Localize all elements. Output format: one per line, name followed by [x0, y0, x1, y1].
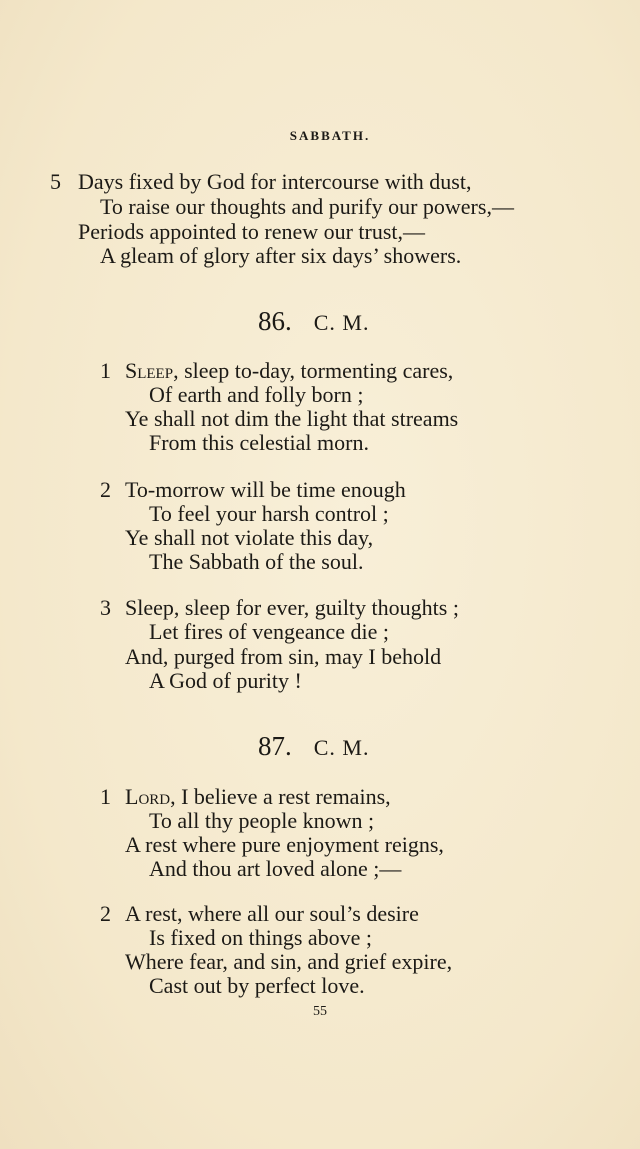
first-word: Lord,	[125, 784, 176, 809]
verse-line: A God of purity !	[149, 668, 302, 693]
verse-line	[125, 359, 453, 383]
stanza-number: 1	[100, 784, 111, 809]
verse-line: To-morrow will be time enough	[125, 477, 406, 502]
first-word: Sleep,	[125, 358, 179, 383]
stanza-number: 3	[100, 595, 111, 620]
verse-line: And thou art loved alone ;—	[149, 856, 402, 881]
first-line-rest: sleep to-day, tormenting cares,	[178, 358, 454, 383]
hymn-number: 87.	[258, 731, 292, 761]
verse-line: Is fixed on things above ;	[149, 925, 373, 950]
verse-line: And, purged from sin, may I behold	[125, 644, 442, 669]
verse-line: Sleep, sleep for ever, guilty thoughts ;	[125, 595, 459, 620]
verse-line: To raise our thoughts and purify our powers,—	[100, 194, 514, 219]
hymn-heading	[258, 306, 370, 338]
verse-line: Where fear, and sin, and grief expire,	[125, 949, 453, 974]
verse-line: Of earth and folly born ;	[149, 382, 364, 407]
verse-line	[125, 785, 391, 809]
first-line-rest: I believe a rest remains,	[175, 784, 391, 809]
verse-line: A rest, where all our soul’s desire	[125, 901, 419, 926]
verse-line: To feel your harsh control ;	[149, 501, 389, 526]
hymn-meter: C. M.	[313, 310, 370, 335]
verse-line: Let fires of vengeance die ;	[149, 619, 390, 644]
verse-line: A rest where pure enjoyment reigns,	[125, 832, 444, 857]
stanza-number: 5	[50, 169, 61, 194]
page-number: 55	[313, 1004, 327, 1019]
verse-line: From this celestial morn.	[149, 430, 369, 455]
hymn-number: 86.	[258, 306, 292, 336]
verse-line: To all thy people known ;	[149, 808, 375, 833]
hymn-meter: C. M.	[313, 735, 370, 760]
verse-line: Periods appointed to renew our trust,—	[78, 219, 426, 244]
running-head: SABBATH.	[289, 128, 371, 143]
stanza-number: 1	[100, 358, 111, 383]
stanza-number: 2	[100, 901, 111, 926]
hymn-heading	[258, 731, 370, 763]
stanza-number: 2	[100, 477, 111, 502]
verse-line: Ye shall not violate this day,	[125, 525, 374, 550]
verse-line: Cast out by perfect love.	[149, 973, 365, 998]
verse-line: Days fixed by God for intercourse with dust,	[78, 169, 472, 194]
verse-line: The Sabbath of the soul.	[149, 549, 364, 574]
verse-line: Ye shall not dim the light that streams	[125, 406, 459, 431]
verse-line: A gleam of glory after six days’ showers.	[100, 243, 462, 268]
